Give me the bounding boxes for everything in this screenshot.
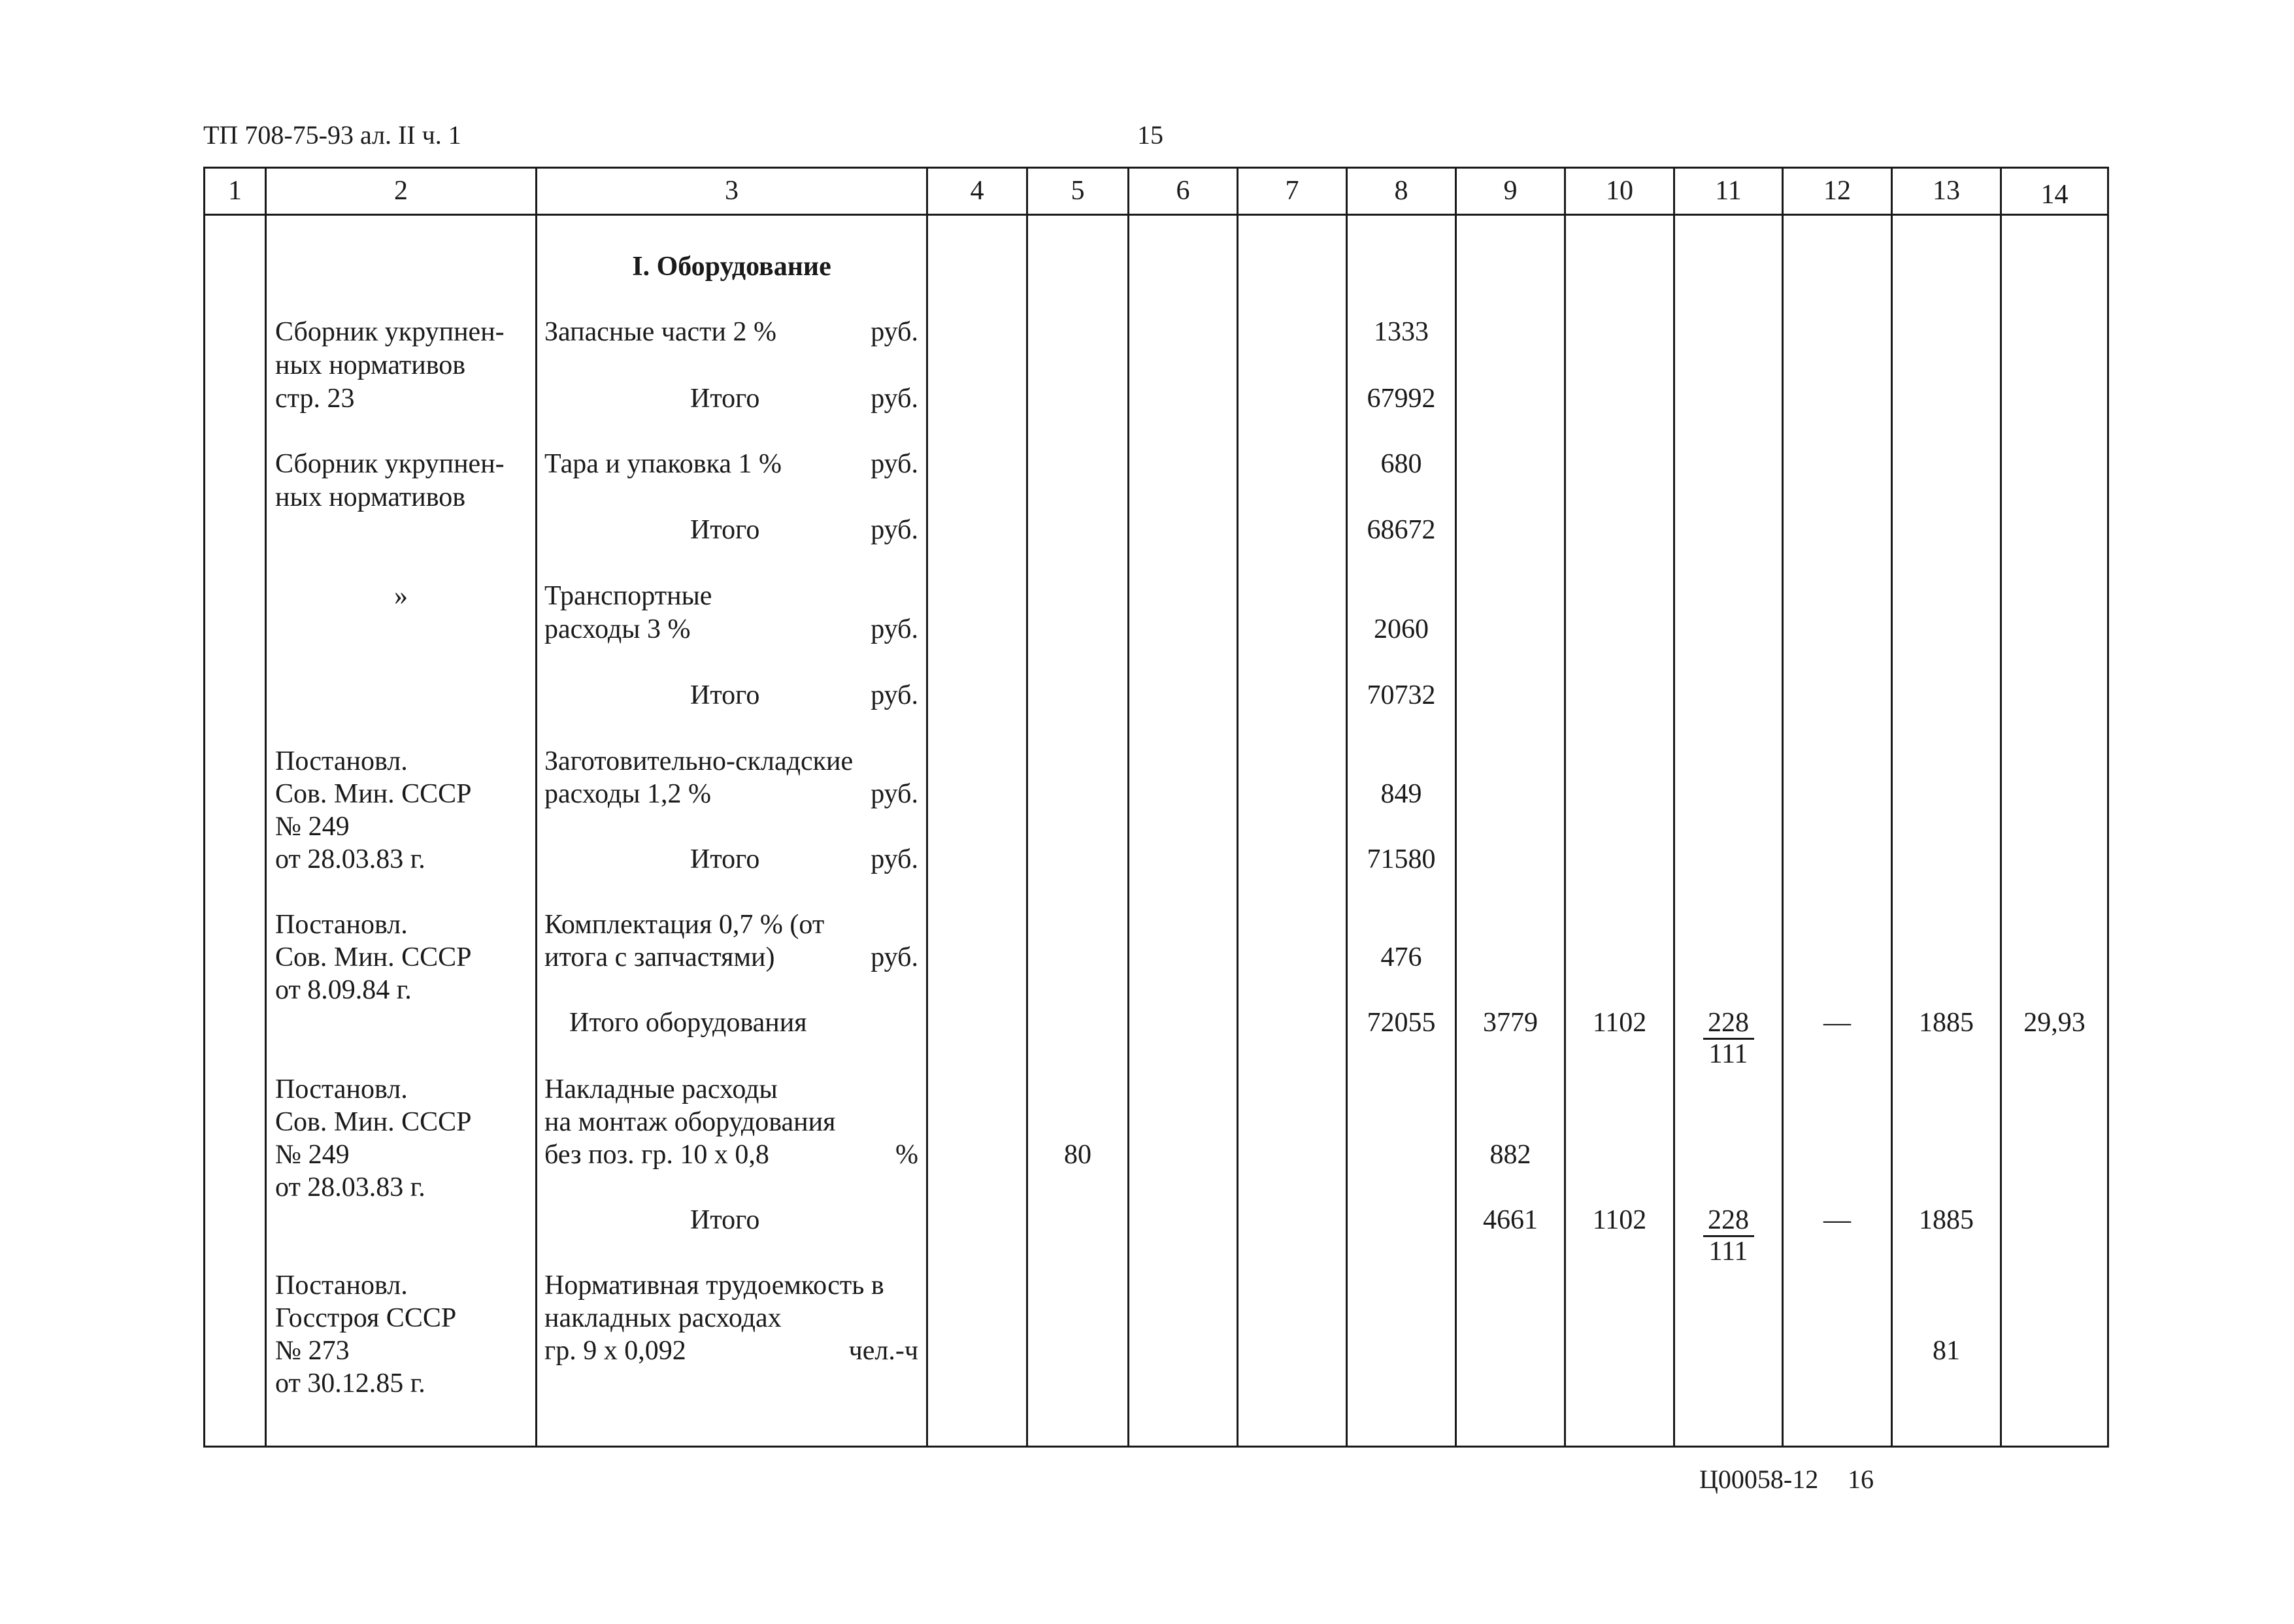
cell-col8: 67992 (1367, 384, 1436, 414)
source-reference: Постановл. (275, 1270, 408, 1301)
source-reference: ных нормативов (275, 482, 466, 512)
cell-col8: 680 (1380, 449, 1422, 479)
item-name: Комплектация 0,7 % (от (544, 910, 825, 940)
source-reference: Постановл. (275, 910, 408, 940)
table-bottom-border (203, 1446, 2109, 1448)
item-unit: руб. (871, 614, 918, 644)
column-number: 11 (1715, 176, 1742, 206)
item-name: Запасные части 2 % (544, 317, 776, 347)
cell-col8: 70732 (1367, 680, 1436, 710)
cell-col8: 2060 (1374, 614, 1429, 644)
estimate-table (203, 167, 2109, 1448)
item-name: гр. 9 х 0,092 (544, 1336, 686, 1366)
item-name: без поз. гр. 10 х 0,8 (544, 1140, 769, 1170)
source-reference: Госстроя СССР (275, 1303, 457, 1333)
col-border (1237, 167, 1238, 1448)
col-border (265, 167, 267, 1448)
source-reference: Постановл. (275, 746, 408, 776)
footer-page-number: 16 (1848, 1465, 1874, 1494)
fraction-numerator: 228 (1708, 1008, 1749, 1038)
section-title: I. Оборудование (632, 252, 831, 282)
col-border (203, 167, 205, 1448)
item-unit: руб. (871, 779, 918, 809)
item-name: расходы 3 % (544, 614, 691, 644)
source-reference: Сборник укрупнен- (275, 449, 505, 479)
item-name: итога с запчастями) (544, 942, 775, 972)
equipment-total-label: Итого оборудования (569, 1008, 807, 1038)
item-unit: руб. (871, 449, 918, 479)
fraction-denominator: 111 (1708, 1039, 1748, 1069)
column-number: 6 (1176, 176, 1190, 206)
col-border (1026, 167, 1028, 1448)
col-border (1891, 167, 1893, 1448)
source-reference: № 249 (275, 812, 350, 842)
col-border (1127, 167, 1129, 1448)
column-number: 9 (1503, 176, 1518, 206)
col-border (1564, 167, 1566, 1448)
source-reference: № 249 (275, 1140, 350, 1170)
column-number: 8 (1394, 176, 1408, 206)
source-reference: ных нормативов (275, 350, 466, 380)
item-name: Накладные расходы (544, 1074, 778, 1104)
source-reference: от 30.12.85 г. (275, 1368, 425, 1399)
item-unit: руб. (871, 317, 918, 347)
document-reference: ТП 708-75-93 ал. II ч. 1 (203, 120, 461, 150)
ditto-mark: » (394, 581, 408, 611)
item-unit: руб. (871, 515, 918, 545)
source-reference: № 273 (275, 1336, 350, 1366)
item-name: Нормативная трудоемкость в (544, 1270, 884, 1301)
column-number: 14 (2040, 180, 2069, 210)
item-unit: чел.-ч (848, 1336, 918, 1366)
item-name: расходы 1,2 % (544, 779, 711, 809)
item-unit: руб. (871, 942, 918, 972)
column-number: 5 (1071, 176, 1085, 206)
item-name: на монтаж оборудования (544, 1107, 836, 1137)
source-reference: Постановл. (275, 1074, 408, 1104)
column-number: 1 (228, 176, 242, 206)
col-border (2000, 167, 2002, 1448)
col-border (2107, 167, 2109, 1448)
col-border (1455, 167, 1457, 1448)
fraction-numerator: 228 (1708, 1205, 1749, 1235)
fraction-denominator: 111 (1708, 1236, 1748, 1267)
cell-col13: 1885 (1919, 1008, 1974, 1038)
column-number: 7 (1285, 176, 1299, 206)
footer-code: Ц00058-12 (1699, 1465, 1819, 1494)
cell-col8: 476 (1380, 942, 1422, 972)
cell-col9: 882 (1489, 1140, 1531, 1170)
column-number: 13 (1933, 176, 1960, 206)
source-reference: Сов. Мин. СССР (275, 942, 472, 972)
cell-col10: 1102 (1592, 1205, 1647, 1235)
col-border (926, 167, 928, 1448)
subtotal-label: Итого (690, 384, 760, 414)
item-name: Заготовительно-складские (544, 746, 854, 776)
column-number: 12 (1823, 176, 1851, 206)
subtotal-label: Итого (690, 680, 760, 710)
item-name: накладных расходах (544, 1303, 782, 1333)
cell-col8: 1333 (1374, 317, 1429, 347)
subtotal-label: Итого (690, 515, 760, 545)
item-name: Тара и упаковка 1 % (544, 449, 782, 479)
cell-col8: 72055 (1367, 1008, 1436, 1038)
cell-col9: 4661 (1483, 1205, 1538, 1235)
cell-col13: 1885 (1919, 1205, 1974, 1235)
item-unit: руб. (871, 680, 918, 710)
cell-col12: — (1823, 1008, 1851, 1038)
header-bottom-border (203, 214, 2109, 216)
subtotal-label: Итого (690, 1205, 760, 1235)
col-border (535, 167, 537, 1448)
cell-col14: 29,93 (2023, 1008, 2086, 1038)
col-border (1782, 167, 1784, 1448)
source-reference: от 8.09.84 г. (275, 975, 412, 1005)
cell-col13: 81 (1933, 1336, 1960, 1366)
cell-col8: 849 (1380, 779, 1422, 809)
item-unit: руб. (871, 844, 918, 874)
cell-col12: — (1823, 1205, 1851, 1235)
column-number: 4 (970, 176, 984, 206)
table-top-border (203, 167, 2109, 169)
page-number: 15 (1137, 120, 1163, 150)
item-unit: % (895, 1140, 918, 1170)
column-number: 2 (394, 176, 408, 206)
item-name: Транспортные (544, 581, 712, 611)
cell-col8: 68672 (1367, 515, 1436, 545)
source-reference: Сборник укрупнен- (275, 317, 505, 347)
column-number: 10 (1606, 176, 1633, 206)
column-number: 3 (725, 176, 739, 206)
item-unit: руб. (871, 384, 918, 414)
cell-col8: 71580 (1367, 844, 1436, 874)
source-reference: Сов. Мин. СССР (275, 779, 472, 809)
cell-col9: 3779 (1483, 1008, 1538, 1038)
subtotal-label: Итого (690, 844, 760, 874)
source-reference: стр. 23 (275, 384, 355, 414)
cell-col10: 1102 (1592, 1008, 1647, 1038)
source-reference: от 28.03.83 г. (275, 1172, 425, 1202)
source-reference: от 28.03.83 г. (275, 844, 425, 874)
source-reference: Сов. Мин. СССР (275, 1107, 472, 1137)
cell-col5: 80 (1064, 1140, 1091, 1170)
